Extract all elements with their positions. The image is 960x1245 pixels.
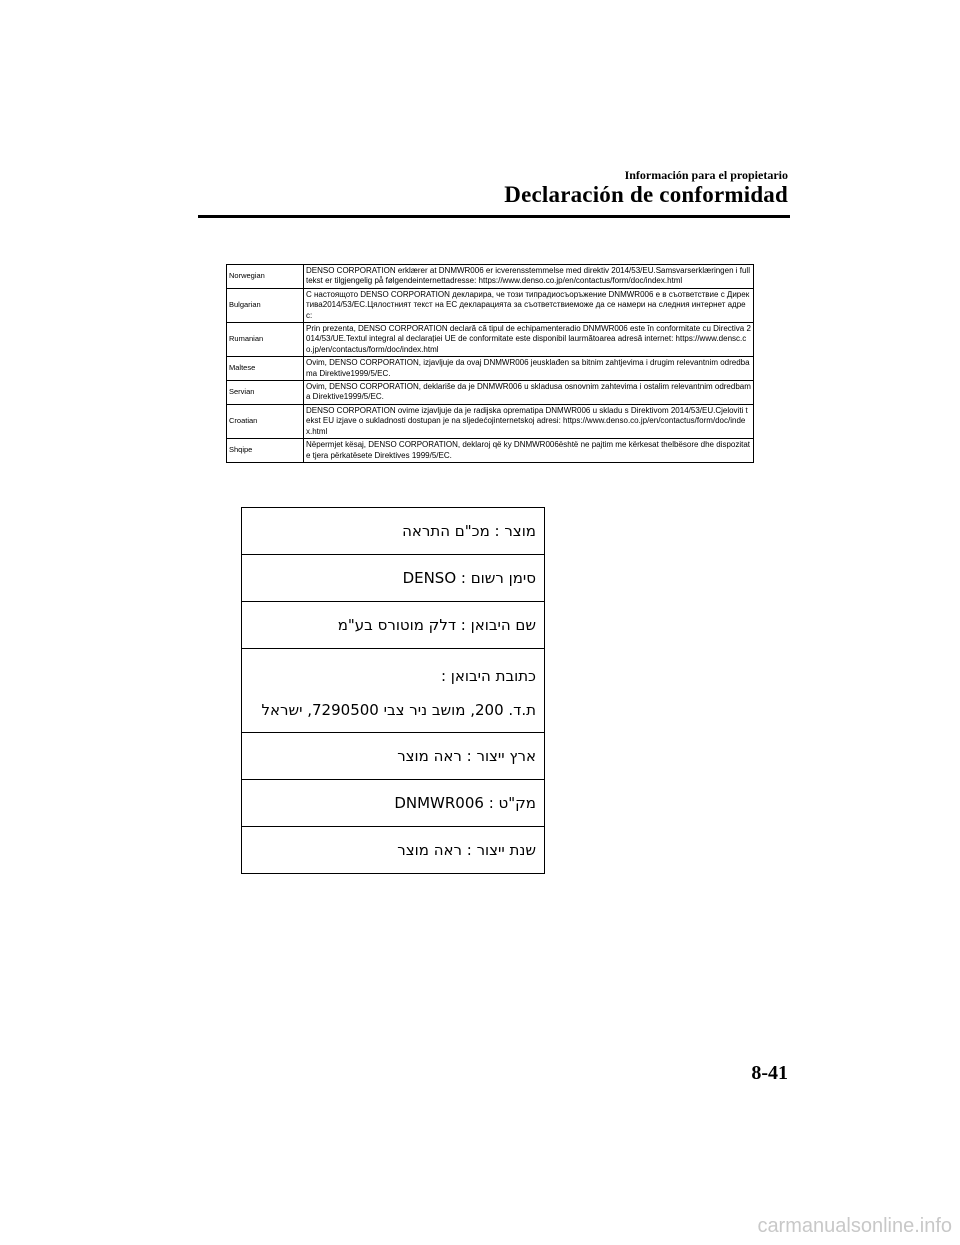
declaration-cell: DENSO CORPORATION erklærer at DNMWR006 er icverensstemmelse med direktiv 2014/53/EU.Samsvarserklæringen i fulltekst er tilgjengelig på følgendeinternettadresse: https://www.denso.co.jp/en/contactus/form/doc/index.html [304, 265, 754, 289]
table-row [242, 555, 545, 602]
section-subtitle: Información para el propietario [624, 168, 788, 182]
country-cell: ארץ ייצור : ראה מוצר [242, 733, 545, 780]
product-cell: מוצר : מכ"ם התראה [242, 508, 545, 555]
table-row [242, 602, 545, 649]
language-cell: Bulgarian [227, 288, 304, 322]
language-cell: Rumanian [227, 323, 304, 357]
brand-cell: סימן רשום : DENSO [242, 555, 545, 602]
header-divider [198, 215, 790, 218]
year-cell: שנת ייצור : ראה מוצר [242, 827, 545, 874]
table-row [227, 439, 754, 463]
language-cell: Maltese [227, 357, 304, 381]
declaration-cell: Prin prezenta, DENSO CORPORATION declară că tipul de echipamenteradio DNMWR006 este în conformitate cu Directiva 2014/53/UE.Textul integral al declarației UE de conformitate este disponibil laurmătoarea adresă internet: https://www.densc.co.jp/en/contactus/form/doc/index.html [304, 323, 754, 357]
table-row [227, 404, 754, 438]
address-label: כתובת היבואן : [440, 666, 536, 685]
watermark: carmanualsonline.info [757, 1215, 952, 1237]
language-cell: Servian [227, 381, 304, 405]
declaration-cell: Ovim, DENSO CORPORATION, deklariše da je DNMWR006 u skladusa osnovnim zahtevima i ostalim relevantnim odredbama Direktive1999/5/EC. [304, 381, 754, 405]
page-number: 8-41 [751, 1062, 788, 1084]
language-declaration-table [226, 264, 754, 463]
declaration-cell: Ovim, DENSO CORPORATION, izjavljuje da ovaj DNMWR006 jeusklađen sa bitnim zahtjevima i drugim relevantnim odredbama Direktive1999/5/EC. [304, 357, 754, 381]
language-cell: Norwegian [227, 265, 304, 289]
importer-address-cell [242, 649, 545, 733]
table-row [227, 357, 754, 381]
table-row [242, 733, 545, 780]
model-cell: מק"ט : DNMWR006 [242, 780, 545, 827]
table-row [227, 323, 754, 357]
table-row [227, 288, 754, 322]
declaration-cell: DENSO CORPORATION ovime izjavljuje da je radijska oprematipa DNMWR006 u skladu s Direktivom 2014/53/EU.Cjeloviti tekst EU izjave o sukladnosti dostupan je na sljedećojinternetskoj adresi: https://www.denso.co.jp/en/contactus/form/doc/index.html [304, 404, 754, 438]
table-row [242, 827, 545, 874]
table-row [242, 780, 545, 827]
table-row [227, 381, 754, 405]
table-row [242, 649, 545, 733]
table-row [242, 508, 545, 555]
language-cell: Shqipe [227, 439, 304, 463]
address-value: ת.ד. 200, מושב ניר צבי 7290500, ישראל [261, 700, 536, 719]
hebrew-importer-table [241, 507, 545, 874]
language-cell: Croatian [227, 404, 304, 438]
page-title: Declaración de conformidad [504, 182, 788, 207]
importer-name-cell: שם היבואן : דלק מוטורס בע"מ [242, 602, 545, 649]
declaration-cell: С настоящото DENSO CORPORATION декларира, че този типрадиосъоръжение DNMWR006 е в съответствие с Директива2014/53/ЕС.Цялостният текст на ЕС декларацията за съответствиеможе да се намери на следния интернет адрес: [304, 288, 754, 322]
declaration-cell: Nëpermjet kësaj, DENSO CORPORATION, deklaroj që ky DNMWR006është ne pajtim me kërkesat thelbësore dhe dispozitat e tjera përkatësete Direktives 1999/5/EC. [304, 439, 754, 463]
table-row [227, 265, 754, 289]
